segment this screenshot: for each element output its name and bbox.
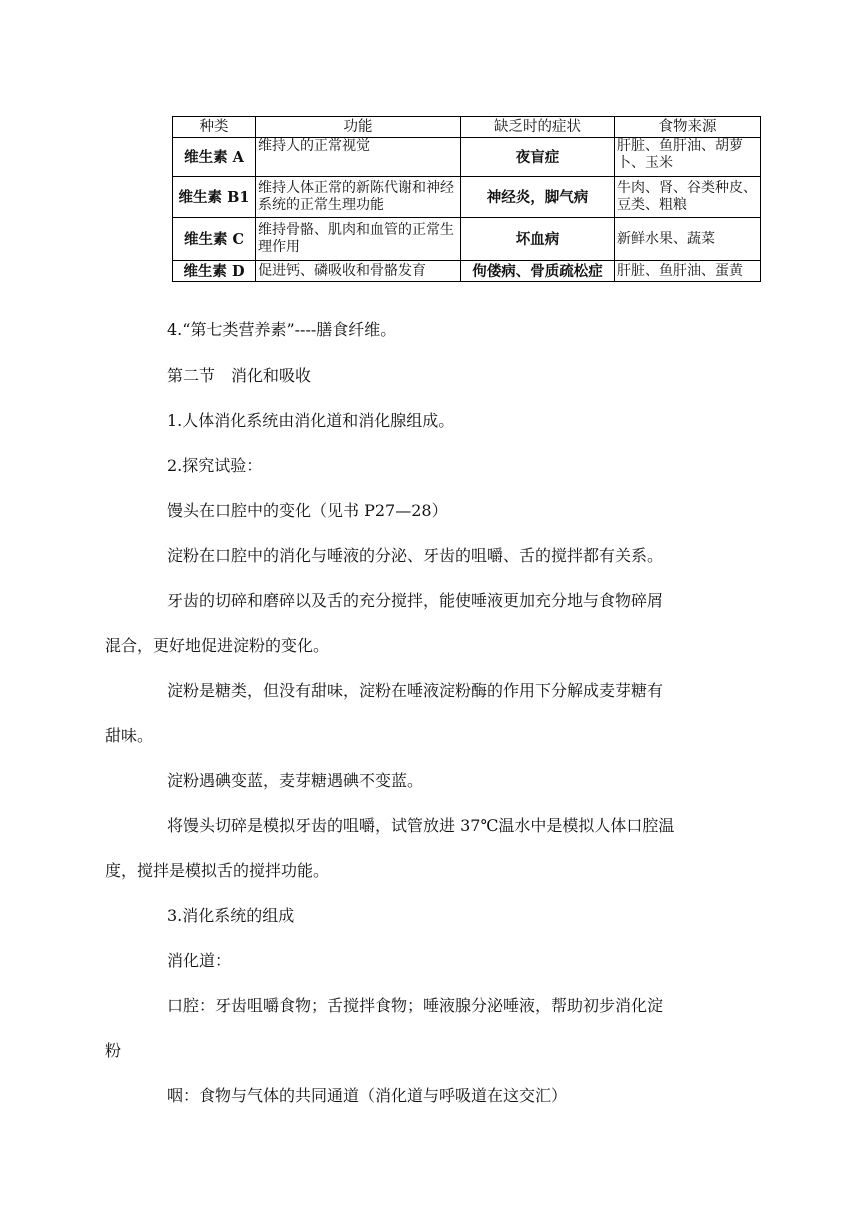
cell-source: 肝脏、鱼肝油、蛋黄 (615, 261, 761, 282)
header-symptom: 缺乏时的症状 (461, 117, 615, 138)
paragraph-simulation-line2: 度，搅拌是模拟舌的搅拌功能。 (105, 861, 330, 880)
cell-symptom: 神经炎，脚气病 (461, 177, 615, 218)
cell-function: 促进钙、磷吸收和骨骼发育 (256, 261, 461, 282)
cell-source: 牛肉、肾、谷类种皮、豆类、粗粮 (615, 177, 761, 218)
cell-function: 维持人体正常的新陈代谢和神经系统的正常生理功能 (256, 177, 461, 218)
header-source: 食物来源 (615, 117, 761, 138)
paragraph-starch-digestion: 淀粉在口腔中的消化与唾液的分泌、牙齿的咀嚼、舌的搅拌都有关系。 (167, 546, 664, 565)
table-row (173, 138, 761, 177)
table-row (173, 177, 761, 218)
cell-source: 新鲜水果、蔬菜 (615, 218, 761, 261)
paragraph-simulation-line1: 将馒头切碎是模拟牙齿的咀嚼，试管放进 37℃温水中是模拟人体口腔温 (167, 816, 675, 835)
cell-kind: 维生素 A (173, 138, 256, 177)
paragraph-digestive-system: 1.人体消化系统由消化道和消化腺组成。 (167, 411, 455, 430)
paragraph-experiment: 2.探究试验： (167, 456, 263, 475)
cell-kind: 维生素 C (173, 218, 256, 261)
cell-symptom: 佝偻病、骨质疏松症 (461, 261, 615, 282)
paragraph-dietary-fiber: 4.“第七类营养素”----膳食纤维。 (167, 320, 397, 339)
table-row (173, 218, 761, 261)
cell-kind: 维生素 B1 (173, 177, 256, 218)
paragraph-sugar-line2: 甜味。 (105, 726, 154, 745)
cell-symptom: 坏血病 (461, 218, 615, 261)
header-function: 功能 (256, 117, 461, 138)
paragraph-mantou: 馒头在口腔中的变化（见书 P27—28） (167, 501, 448, 520)
paragraph-sugar-line1: 淀粉是糖类，但没有甜味，淀粉在唾液淀粉酶的作用下分解成麦芽糖有 (167, 681, 664, 700)
paragraph-mouth-line2: 粉 (105, 1041, 122, 1060)
paragraph-teeth-line1: 牙齿的切碎和磨碎以及舌的充分搅拌，能使唾液更加充分地与食物碎屑 (167, 591, 664, 610)
cell-kind: 维生素 D (173, 261, 256, 282)
paragraph-composition: 3.消化系统的组成 (167, 906, 295, 925)
paragraph-pharynx: 咽：食物与气体的共同通道（消化道与呼吸道在这交汇） (167, 1086, 568, 1105)
table-row (173, 261, 761, 282)
cell-symptom: 夜盲症 (461, 138, 615, 177)
vitamin-table (172, 116, 761, 282)
paragraph-digestive-tract: 消化道： (167, 951, 232, 970)
section-heading: 第二节 消化和吸收 (167, 366, 312, 385)
header-kind: 种类 (173, 117, 256, 138)
table-header-row (173, 117, 761, 138)
cell-source: 肝脏、鱼肝油、胡萝卜、玉米 (615, 138, 761, 177)
cell-function: 维持人的正常视觉 (256, 138, 461, 177)
paragraph-iodine: 淀粉遇碘变蓝，麦芽糖遇碘不变蓝。 (167, 771, 424, 790)
paragraph-teeth-line2: 混合，更好地促进淀粉的变化。 (105, 636, 330, 655)
cell-function: 维持骨骼、肌肉和血管的正常生理作用 (256, 218, 461, 261)
paragraph-mouth-line1: 口腔：牙齿咀嚼食物；舌搅拌食物；唾液腺分泌唾液，帮助初步消化淀 (167, 996, 664, 1015)
